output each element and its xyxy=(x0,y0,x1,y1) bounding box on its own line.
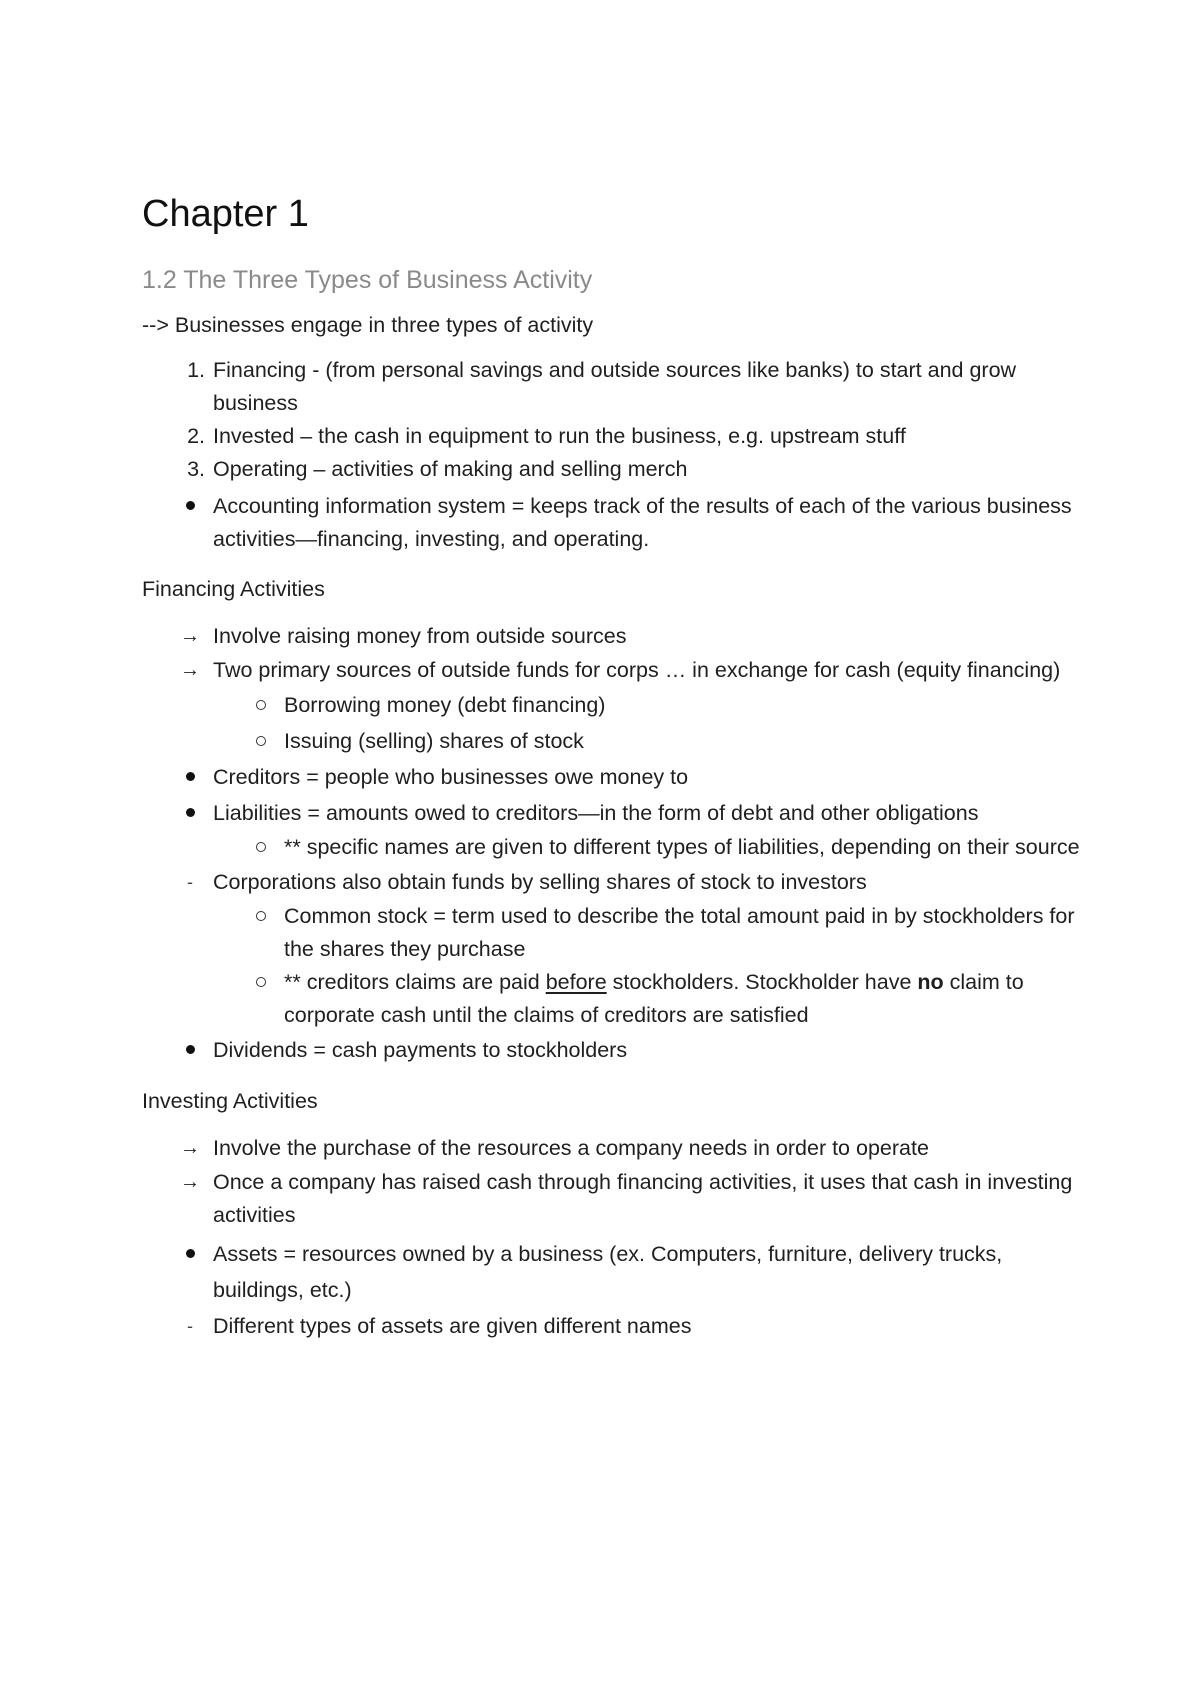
list-item xyxy=(142,490,1080,556)
list-text: Liabilities = amounts owed to creditors—in the form of debt and other obligations xyxy=(213,801,979,825)
list-text: ** specific names are given to different types of liabilities, depending on their source xyxy=(284,835,1080,859)
list-text: Invested – the cash in equipment to run the business, e.g. upstream stuff xyxy=(213,424,906,448)
list-item xyxy=(142,453,1080,486)
list-number: 2. xyxy=(187,424,205,448)
claims-before-emphasis: before xyxy=(545,970,607,994)
claims-text-2: stockholders. Stockholder have xyxy=(606,970,918,994)
list-text: Borrowing money (debt financing) xyxy=(284,693,606,717)
list-text: Involve raising money from outside sources xyxy=(213,624,627,648)
list-item xyxy=(142,831,1080,864)
circle-bullet-icon xyxy=(246,723,276,759)
list-item xyxy=(142,687,1080,723)
list-text: Dividends = cash payments to stockholders xyxy=(213,1038,628,1062)
arrow-icon: → xyxy=(180,659,200,681)
list-item xyxy=(142,900,1080,966)
dash-icon: - xyxy=(187,872,193,892)
list-item xyxy=(142,1236,1080,1308)
intro-line: --> Businesses engage in three types of activity xyxy=(142,313,594,337)
bullet-icon xyxy=(175,1236,205,1272)
list-item xyxy=(142,1130,1080,1166)
list-item xyxy=(142,1032,1080,1068)
list-item xyxy=(142,966,1080,1032)
list-item xyxy=(142,1166,1080,1232)
claims-text-1: ** creditors claims are paid xyxy=(284,970,546,994)
list-item xyxy=(142,420,1080,453)
arrow-icon: → xyxy=(180,625,200,647)
list-text: Assets = resources owned by a business (ex. Computers, furniture, delivery trucks, buildings, etc.) xyxy=(213,1242,1003,1302)
financing-heading: Financing Activities xyxy=(142,577,325,601)
bullet-icon xyxy=(175,795,205,831)
section-heading: 1.2 The Three Types of Business Activity xyxy=(142,266,593,294)
chapter-title: Chapter 1 xyxy=(142,193,309,235)
list-item xyxy=(142,759,1080,795)
list-item xyxy=(142,795,1080,831)
list-text: Two primary sources of outside funds for corps … in exchange for cash (equity financing) xyxy=(213,658,1061,682)
dash-icon: - xyxy=(187,1316,193,1336)
arrow-icon: → xyxy=(180,1171,200,1193)
bullet-icon xyxy=(175,490,205,523)
list-text: Operating – activities of making and selling merch xyxy=(213,457,688,481)
investing-heading: Investing Activities xyxy=(142,1089,318,1113)
bullet-icon xyxy=(175,1032,205,1068)
arrow-icon: → xyxy=(180,1137,200,1159)
list-text: Involve the purchase of the resources a company needs in order to operate xyxy=(213,1136,929,1160)
bullet-icon xyxy=(175,759,205,795)
list-item xyxy=(142,618,1080,654)
list-number: 1. xyxy=(187,358,205,382)
list-text: Accounting information system = keeps track of the results of each of the various business activities—financing, investing, and operating. xyxy=(213,494,1072,551)
list-text: Creditors = people who businesses owe money to xyxy=(213,765,689,789)
circle-bullet-icon xyxy=(246,900,276,933)
claims-no-emphasis: no xyxy=(917,970,944,994)
list-text: Common stock = term used to describe the total amount paid in by stockholders for the shares they purchase xyxy=(284,904,1075,961)
list-item xyxy=(142,864,1080,900)
list-text: Corporations also obtain funds by selling shares of stock to investors xyxy=(213,870,867,894)
list-text: Financing - (from personal savings and outside sources like banks) to start and grow business xyxy=(213,358,1017,415)
list-text xyxy=(284,970,1024,1027)
circle-bullet-icon xyxy=(246,687,276,723)
list-item xyxy=(142,654,1080,687)
list-number: 3. xyxy=(187,457,205,481)
list-item xyxy=(142,1308,1080,1344)
list-item xyxy=(142,354,1080,420)
list-text: Once a company has raised cash through financing activities, it uses that cash in investing activities xyxy=(213,1170,1073,1227)
list-text: Issuing (selling) shares of stock xyxy=(284,729,584,753)
circle-bullet-icon xyxy=(246,831,276,864)
list-text: Different types of assets are given different names xyxy=(213,1314,692,1338)
claims-text-3: claim to corporate cash until the claims of creditors are satisfied xyxy=(284,970,1024,1027)
circle-bullet-icon xyxy=(246,966,276,999)
list-item xyxy=(142,723,1080,759)
